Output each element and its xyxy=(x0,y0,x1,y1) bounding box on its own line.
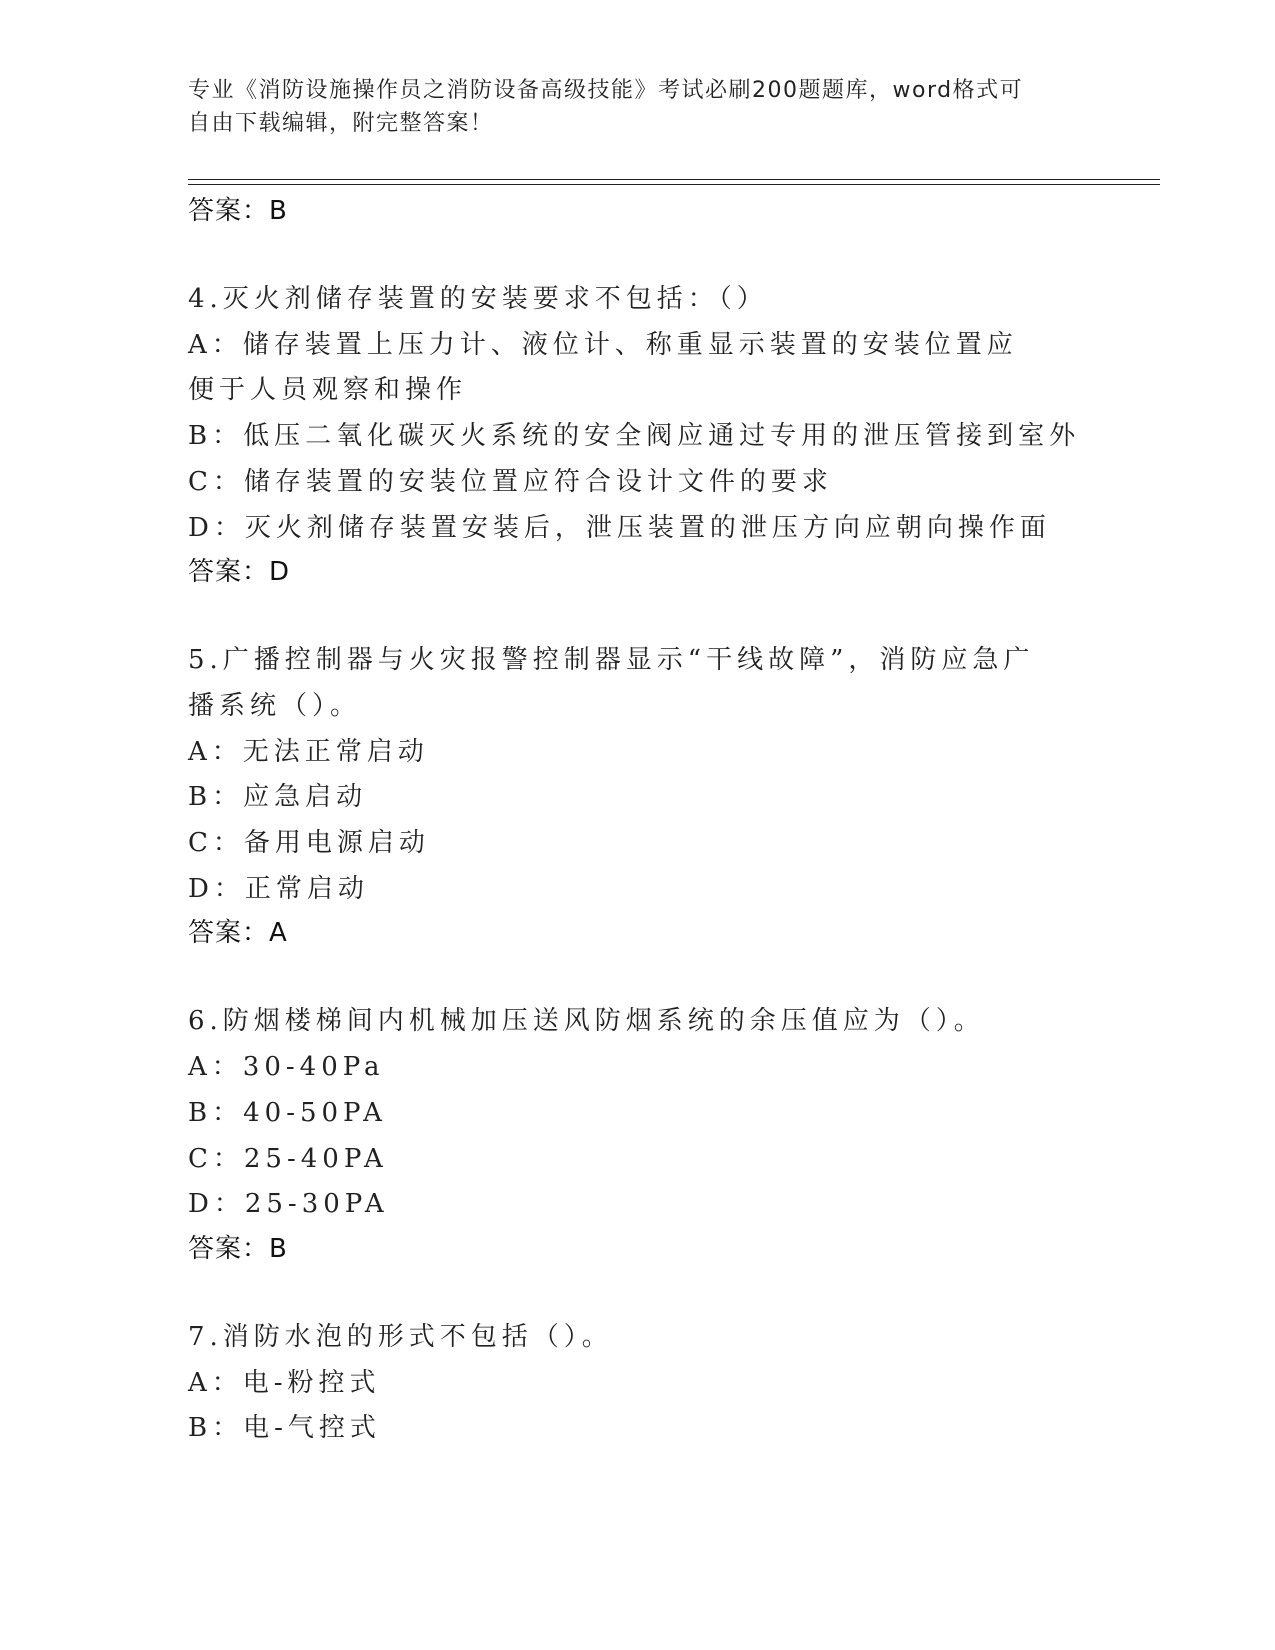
answer-q5: 答案：A xyxy=(188,918,288,949)
option-c: C：备用电源启动 xyxy=(188,828,430,859)
option-c: C：25-40PA xyxy=(188,1143,388,1174)
option-a: A：30-40Pa xyxy=(188,1052,385,1083)
spacer xyxy=(188,1270,1088,1315)
answer-q3: 答案：B xyxy=(188,196,288,226)
header-line-2: 自由下载编辑，附完整答案！ xyxy=(188,111,494,136)
spacer xyxy=(188,954,1088,999)
answer-q6: 答案：B xyxy=(188,1233,288,1264)
option-a: A：电-粉控式 xyxy=(188,1367,381,1398)
spacer xyxy=(188,232,1088,277)
document-body xyxy=(188,190,1088,1452)
spacer xyxy=(188,593,1088,638)
header-line-1: 专业《消防设施操作员之消防设备高级技能》考试必刷200题题库，word格式可 xyxy=(188,78,1024,103)
option-d: D：25-30PA xyxy=(188,1189,389,1220)
option-a: A：无法正常启动 xyxy=(188,736,429,767)
option-b: B：低压二氧化碳灭火系统的安全阀应通过专用的泄压管接到室外 xyxy=(188,421,1081,452)
question-stem: 7.消防水泡的形式不包括（）。 xyxy=(188,1321,613,1352)
document-header xyxy=(188,74,1088,140)
header-rule-top xyxy=(188,179,1160,180)
answer-q4: 答案：D xyxy=(188,557,291,588)
question-5 xyxy=(188,638,1088,912)
option-a: A：储存装置上压力计、液位计、称重显示装置的安装位置应便于人员观察和操作 xyxy=(188,329,1018,406)
question-stem: 5.广播控制器与火灾报警控制器显示“干线故障”，消防应急广播系统（）。 xyxy=(188,645,1035,721)
option-c: C：储存装置的安装位置应符合设计文件的要求 xyxy=(188,466,833,497)
question-stem: 4.灭火剂储存装置的安装要求不包括：（） xyxy=(188,284,768,314)
question-stem: 6.防烟楼梯间内机械加压送风防烟系统的余压值应为（）。 xyxy=(188,1006,985,1037)
option-b: B：应急启动 xyxy=(188,782,368,813)
question-7 xyxy=(188,1315,1088,1452)
option-d: D：正常启动 xyxy=(188,873,369,904)
option-b: B：电-气控式 xyxy=(188,1413,381,1444)
option-d: D：灭火剂储存装置安装后，泄压装置的泄压方向应朝向操作面 xyxy=(188,512,1051,543)
question-6 xyxy=(188,999,1088,1228)
option-b: B：40-50PA xyxy=(188,1097,387,1128)
question-4 xyxy=(188,277,1088,551)
header-rule-bottom xyxy=(188,184,1160,185)
